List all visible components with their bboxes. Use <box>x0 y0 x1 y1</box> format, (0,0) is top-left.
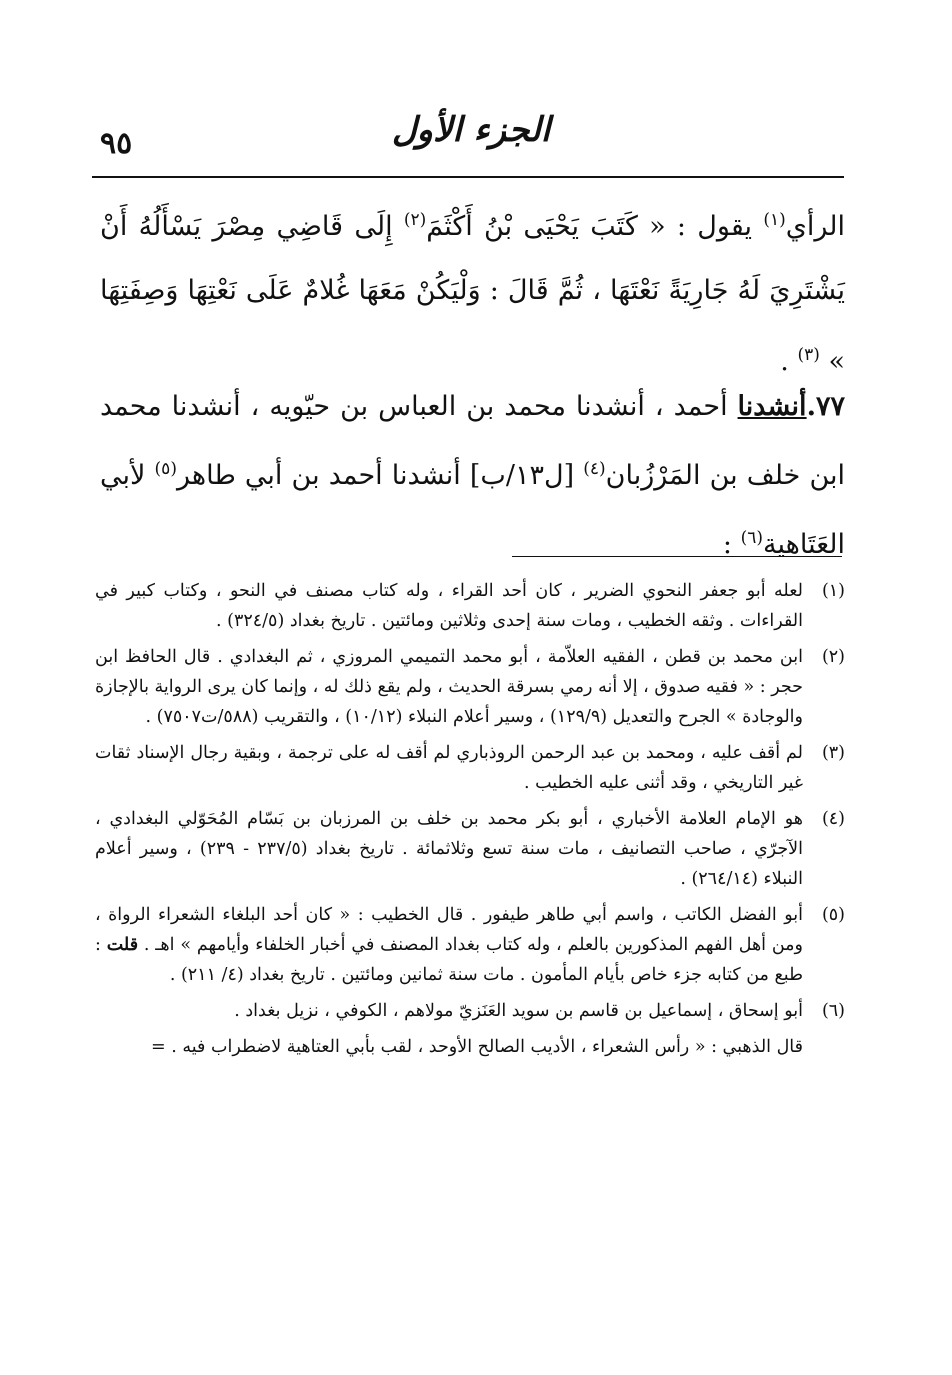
footnotes <box>95 576 845 1062</box>
footnote <box>95 576 845 636</box>
footnote-ref: (٦) <box>740 528 763 548</box>
footnote-separator <box>512 556 842 557</box>
header-rule <box>92 176 844 178</box>
text-run: . <box>780 346 798 377</box>
footnote <box>95 642 845 732</box>
footnote-number: (١) <box>821 581 845 601</box>
footnote-number: (٤) <box>821 809 845 829</box>
footnote <box>95 900 845 990</box>
footnote <box>95 996 845 1026</box>
running-title: الجزء الأول <box>391 110 551 150</box>
footnote-number: (٣) <box>821 743 845 763</box>
entry-number: ٧٧. <box>806 391 845 422</box>
text-run: لأبي العَتَاهية <box>100 460 845 560</box>
footnote-text-run: : طبع من كتابه جزء خاص بأيام المأمون . مات سنة ثمانين ومائتين . تاريخ بغداد (٤/ ٢١١) . <box>95 935 803 985</box>
footnote-text <box>95 900 803 990</box>
text-run: يقول : « كَتَبَ يَحْيَى بْنُ أَكْثَمَ <box>426 211 764 242</box>
footnote-text: ابن محمد بن قطن ، الفقيه العلاّمة ، أبو محمد التميمي المروزي ، ثم البغدادي . قال الحافظ ابن حجر : « فقيه صدوق ، إلا أنه رمي بسرقة الحديث ، ولم يقع ذلك له ، وإنما كان يرى الرواية بالإجازة والوجادة » الجرح والتعديل (١٢٩/٩) ، وسير أعلام النبلاء (١٠/١٢) ، والتقريب (٥٨٨/ت٧٥٠٧) . <box>95 647 803 727</box>
page-header <box>90 108 852 168</box>
entry-keyword: أنشدنا <box>737 391 807 422</box>
footnote-text: لم أقف عليه ، ومحمد بن عبد الرحمن الروذباري لم أقف له على ترجمة ، وبقية رجال الإسناد ثقات غير التاريخي ، وقد أثنى عليه الخطيب . <box>95 743 803 793</box>
footnote-ref: (٢) <box>403 210 427 230</box>
footnote <box>95 738 845 798</box>
text-run: إِلَى قَاضِي مِصْرَ يَسْأَلُهُ أَنْ يَشْتَرِيَ لَهُ جَارِيَةً نَعْتَهَا ، ثُمَّ قَالَ : وَلْيَكُنْ مَعَهَا غُلامٌ عَلَى نَعْتِهَا وَصِفَتِهَا » <box>100 211 845 377</box>
footnote-text: هو الإمام العلامة الأخباري ، أبو بكر محمد بن خلف بن المرزبان بن بَسّام المُحَوّلي البغدادي ، الآجرّي ، صاحب التصانيف ، مات سنة تسع وثلاثمائة . تاريخ بغداد (٢٣٧/٥ - ٢٣٩) ، وسير أعلام النبلاء (٢٦٤/١٤) . <box>95 809 803 889</box>
footnote-number: (٢) <box>821 647 845 667</box>
footnote-ref: (١) <box>763 210 786 230</box>
text-run: الرأي <box>785 211 845 242</box>
footnote-bold-word: قلت <box>106 935 139 955</box>
footnote-number: (٦) <box>821 1001 845 1021</box>
footnote-text: لعله أبو جعفر النحوي الضرير ، كان أحد القراء ، وله كتاب مصنف في النحو ، وكتاب كبير في القراءات . وثقه الخطيب ، ومات سنة إحدى وثلاثين ومائتين . تاريخ بغداد (٣٢٤/٥) . <box>95 581 803 631</box>
page-number: ٩٥ <box>100 126 133 161</box>
text-run: [ل١٣/ب] أنشدنا أحمد بن أبي طاهر <box>176 460 584 491</box>
footnote-text: أبو إسحاق ، إسماعيل بن قاسم بن سويد العَنَزيّ مولاهم ، الكوفي ، نزيل بغداد . <box>234 1001 803 1021</box>
footnote-ref: (٤) <box>583 459 606 479</box>
footnote-continuation: قال الذهبي : « رأس الشعراء ، الأديب الصالح الأوحد ، لقب بأبي العتاهية لاضطراب فيه . = <box>151 1037 803 1057</box>
footnote-text-run: أبو الفضل الكاتب ، واسم أبي طاهر طيفور . قال الخطيب : « كان أحد البلغاء الشعراء الرواة ، ومن أهل الفهم المذكورين بالعلم ، وله كتاب بغداد المصنف في أخبار الخلفاء وأيامهم » اهـ . <box>95 905 804 955</box>
text-run: : <box>722 529 741 560</box>
footnote-ref: (٣) <box>797 345 820 365</box>
footnote-ref: (٥) <box>154 459 177 479</box>
footnote-number: (٥) <box>821 905 845 925</box>
body-paragraph-2 <box>100 376 845 576</box>
body-paragraph-1 <box>100 188 845 394</box>
footnote <box>95 804 845 894</box>
text-run: أحمد ، أنشدنا محمد بن العباس بن حيّويه ، أنشدنا محمد ابن خلف بن المَرْزُبان <box>100 391 846 491</box>
